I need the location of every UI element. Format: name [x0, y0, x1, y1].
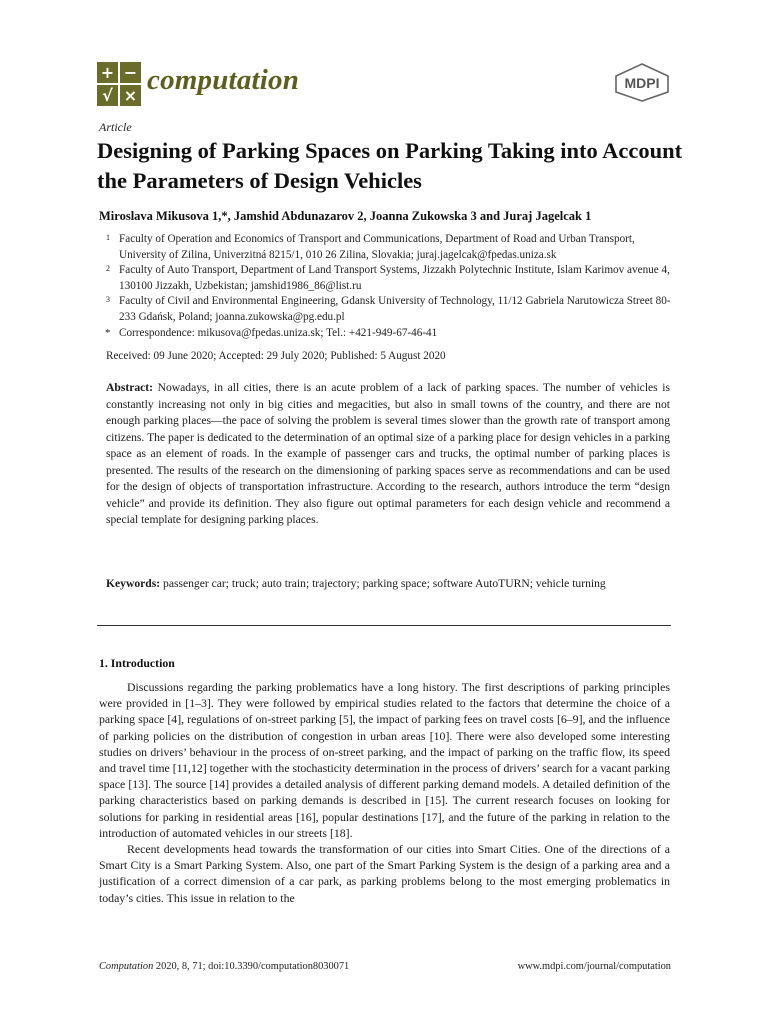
abstract-text: Nowadays, in all cities, there is an acute problem of a lack of parking spaces. The number of vehicles is constantly increasing not only in big cities and megacities, but also in small towns of the country, and there are not enough parking places—the pace of solving the problem is several times slower than the growth rate of transport among citizens. The paper is dedicated to the determination of an optimal size of a parking place for design vehicles in a parking space as an element of roads. In the example of passenger cars and trucks, the optimal number of parking places is presented. The results of the research on the dimensioning of parking spaces serve as recommendations and can be used for the design of objects of transportation infrastructure. According to the research, authors introduce the term “design vehicle” and provide its definition. They also figure out optimal parameters for each design vehicle and recommend a special template for designing parking places.	[106, 381, 670, 526]
correspondence	[99, 326, 674, 342]
correspondence-mark: *	[105, 326, 111, 339]
abstract-label: Abstract:	[106, 381, 154, 394]
keywords	[106, 576, 670, 593]
keywords-label: Keywords:	[106, 577, 161, 590]
affiliation-text: Faculty of Operation and Economics of Transport and Communications, Department of Road and Urban Transport, University of Zilina, Univerzitná 8215/1, 010 26 Zilina, Slovakia; juraj.jagelcak@fpedas.uniza.sk	[119, 233, 635, 261]
plus-icon: +	[97, 62, 118, 83]
introduction-body	[99, 679, 670, 906]
footer-citation	[99, 961, 349, 972]
footer-journal: Computation	[99, 961, 154, 972]
affiliation-text: Faculty of Civil and Environmental Engineering, Gdansk University of Technology, 11/12 Gabriela Narutowicza Street 80-233 Gdańsk, Poland; joanna.zukowska@pg.edu.pl	[119, 295, 671, 323]
mdpi-logo	[612, 62, 672, 102]
minus-icon: −	[120, 62, 141, 83]
body-paragraph: Recent developments head towards the transformation of our cities into Smart Cities. One of the directions of a Smart City is a Smart Parking System. Also, one part of the Smart Parking System is the design of a parking area and a justification of a correct dimension of a car park, as parking problems belong to the most emerging problematics in today’s cities. This issue in relation to the	[99, 842, 670, 905]
body-paragraph: Discussions regarding the parking problematics have a long history. The first descriptions of parking principles were provided in [1–3]. They were followed by empirical studies related to the factors that determine the choice of a parking space [4], regulations of on-street parking [5], the impact of parking fees on travel costs [6–9], and the influence of parking policies on the distribution of congestion in urban areas [10]. There were also developed some interesting studies on drivers’ behaviour in the process of on-street parking, and the impact of parking on the traffic flow, its speed and travel time [11,12] together with the stochasticity determination in the process of drivers’ search for a vacant parking space [13]. The source [14] provides a detailed analysis of different parking demand models. A detailed definition of the parking characteristics based on parking demands is described in [15]. The current research focuses on looking for solutions for parking in residential areas [16], popular destinations [17], and the future of the parking in relation to the introduction of automated vehicles in our streets [18].	[99, 680, 670, 840]
paper-title: Designing of Parking Spaces on Parking Taking into Account the Parameters of Design Vehicles	[97, 138, 683, 193]
affiliation-3	[99, 294, 674, 325]
times-icon: ×	[120, 85, 141, 106]
affiliation-2	[99, 263, 674, 294]
footer-url[interactable]: www.mdpi.com/journal/computation	[517, 961, 671, 972]
journal-logo	[97, 62, 141, 105]
publication-dates: Received: 09 June 2020; Accepted: 29 July 2020; Published: 5 August 2020	[106, 350, 446, 362]
affiliation-1	[99, 232, 674, 263]
footer-citation-text: 2020, 8, 71; doi:10.3390/computation8030071	[153, 961, 350, 972]
affiliation-list	[99, 232, 674, 341]
affiliation-text: Faculty of Auto Transport, Department of Land Transport Systems, Jizzakh Polytechnic Institute, Islam Karimov avenue 4, 130100 Jizzakh, Uzbekistan; jamshid1986_86@list.ru	[119, 264, 670, 292]
abstract	[106, 380, 670, 529]
affiliation-mark: 1	[106, 233, 110, 242]
journal-name: computation	[147, 64, 300, 96]
correspondence-text: Correspondence: mikusova@fpedas.uniza.sk; Tel.: +421-949-67-46-41	[119, 326, 438, 339]
affiliation-mark: 2	[106, 264, 110, 274]
keywords-text: passenger car; truck; auto train; trajectory; parking space; software AutoTURN; vehicle turning	[163, 577, 606, 590]
section-divider	[97, 625, 671, 626]
author-list: Miroslava Mikusova 1,*, Jamshid Abdunazarov 2, Joanna Zukowska 3 and Juraj Jagelcak 1	[99, 209, 592, 223]
journal-header	[97, 62, 672, 106]
section-heading-introduction: 1. Introduction	[99, 656, 175, 670]
sqrt-icon: √	[97, 85, 118, 106]
article-type: Article	[99, 120, 132, 134]
mdpi-logo-text: MDPI	[624, 75, 660, 91]
affiliation-mark: 3	[106, 295, 110, 305]
